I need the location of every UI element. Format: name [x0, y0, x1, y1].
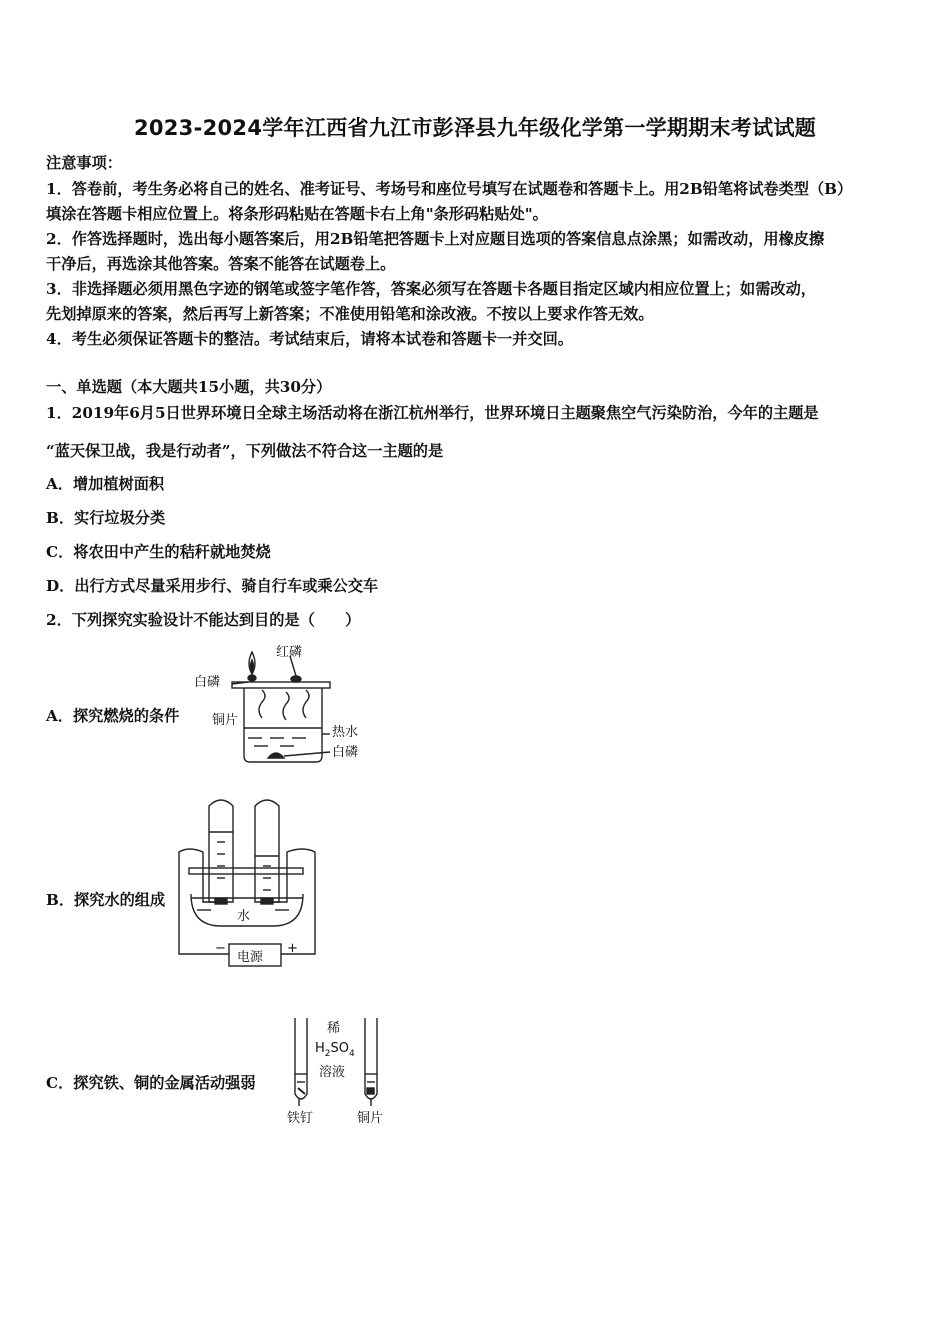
label-h2so4: $H_2SO_4$: [315, 1041, 355, 1059]
q2-option-c: C．探究铁、铜的金属活动强弱: [46, 1074, 256, 1092]
q1-stem: 1．2019年6月5日世界环境日全球主场活动将在浙江杭州举行，世界环境日主题聚焦空气污染防治，今年的主题是: [46, 404, 819, 422]
label-plus: +: [287, 941, 298, 956]
notice-line: 4．考生必须保证答题卡的整洁。考试结束后，请将本试卷和答题卡一并交回。: [46, 330, 573, 348]
q1-option-c: C．将农田中产生的秸秆就地焚烧: [46, 543, 271, 561]
notice-heading: 注意事项：: [46, 154, 122, 172]
q1-option-d: D．出行方式尽量采用步行、骑自行车或乘公交车: [46, 577, 379, 595]
iron-nail: [298, 1088, 305, 1094]
page-title: 2023-2024学年江西省九江市彭泽县九年级化学第一学期期末考试试题: [133, 116, 817, 140]
notice-line: 3．非选择题必须用黑色字迹的钢笔或签字笔作答，答案必须写在答题卡各题目指定区域内相应位置上；如需改动，: [46, 280, 816, 298]
notice-line: 先划掉原来的答案，然后再写上新答案；不准使用铅笔和涂改液。不按以上要求作答无效。: [46, 305, 654, 323]
label-white-phosphorus-bottom: 白磷: [332, 745, 359, 760]
test-tube-iron: [295, 1018, 307, 1099]
q1-option-b: B．实行垃圾分类: [46, 509, 166, 527]
notice-line: 2．作答选择题时，选出每小题答案后，用2B铅笔把答题卡上对应题目选项的答案信息点涂黑；如需改动，用橡皮擦: [46, 230, 825, 248]
figure-combustion: [190, 638, 380, 768]
test-tube-left: [209, 800, 233, 902]
red-phosphorus: [291, 676, 301, 682]
figure-metal-activity: [283, 1014, 398, 1129]
white-phosphorus-bottom: [268, 753, 284, 758]
q1-stem-cont: “蓝天保卫战，我是行动者”，下列做法不符合这一主题的是: [46, 442, 444, 460]
support-plate: [189, 868, 303, 874]
label-dilute: 稀: [327, 1021, 341, 1036]
beaker: [244, 688, 322, 762]
notice-line: 填涂在答题卡相应位置上。将条形码粘贴在答题卡右上角"条形码粘贴处"。: [46, 205, 548, 223]
test-tube-right: [255, 800, 279, 902]
label-iron-nail: 铁钉: [287, 1111, 314, 1126]
q1-option-a: A．增加植树面积: [46, 475, 165, 493]
label-solution: 溶液: [319, 1065, 346, 1080]
notice-line: 干净后，再选涂其他答案。答案不能答在试题卷上。: [46, 255, 396, 273]
q2-stem: 2．下列探究实验设计不能达到目的是（ ）: [46, 611, 361, 629]
label-white-phosphorus-top: 白磷: [194, 675, 221, 690]
label-minus: −: [215, 941, 226, 956]
q2-option-b: B．探究水的组成: [46, 891, 166, 909]
label-water: 水: [237, 909, 251, 924]
label-power: 电源: [237, 950, 264, 965]
copper-piece: [367, 1088, 374, 1094]
notice-line: 1．答卷前，考生务必将自己的姓名、准考证号、考场号和座位号填写在试题卷和答题卡上。用2B铅笔将试卷类型（B）: [46, 180, 853, 198]
section-heading: 一、单选题（本大题共15小题，共30分）: [46, 378, 332, 396]
copper-plate: [232, 682, 330, 688]
label-red-phosphorus: 红磷: [276, 645, 303, 660]
label-copper-piece: 铜片: [357, 1111, 384, 1126]
label-hot-water: 热水: [332, 725, 359, 740]
q2-option-a: A．探究燃烧的条件: [46, 707, 180, 725]
test-tube-copper: [365, 1018, 377, 1099]
figure-electrolysis: [175, 798, 325, 974]
label-copper-plate: 铜片: [212, 713, 239, 728]
